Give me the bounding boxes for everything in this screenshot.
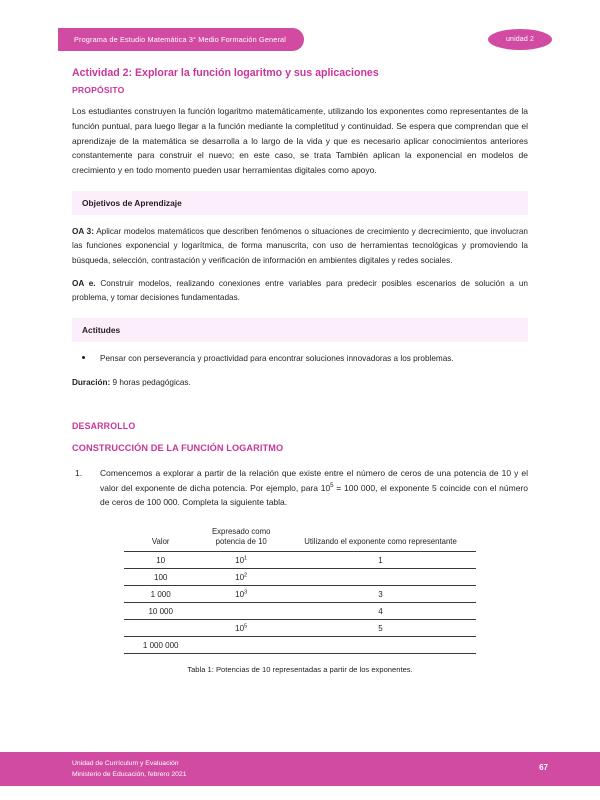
- actitud-text: Pensar con perseverancia y proactividad para encontrar soluciones innovadoras a los problemas.: [100, 353, 454, 363]
- table-header-potencia-line1: Expresado como: [211, 527, 271, 537]
- footer-text: [72, 759, 186, 780]
- page-footer: [0, 752, 600, 786]
- objetivo-item: [72, 225, 528, 267]
- cell-potencia-base: 10: [235, 589, 245, 599]
- header-banner: [58, 28, 304, 51]
- table-body: [124, 552, 476, 654]
- objetivo-code: OA e.: [72, 278, 96, 288]
- cell-representante: 4: [285, 603, 476, 620]
- cell-potencia-exp: 2: [244, 572, 248, 579]
- objetivo-text: Construir modelos, realizando conexiones entre variables para predecir posibles escenarios de solución a un problema, y tomar decisiones fundamentadas.: [72, 278, 528, 302]
- footer-line-2: Ministerio de Educación, febrero 2021: [72, 770, 187, 778]
- cell-potencia-base: 10: [235, 555, 245, 565]
- cell-potencia: [197, 620, 285, 637]
- cell-valor: 10: [124, 552, 197, 569]
- cell-valor: 100: [124, 569, 197, 586]
- cell-potencia: [197, 586, 285, 603]
- actitudes-list: [72, 352, 528, 366]
- content-column: [72, 66, 528, 674]
- table-row: [124, 552, 476, 569]
- cell-potencia[interactable]: [197, 637, 285, 654]
- objetivo-item: [72, 277, 528, 305]
- cell-valor[interactable]: [124, 620, 197, 637]
- actitud-item: [72, 352, 528, 366]
- cell-potencia-exp: 3: [244, 589, 248, 596]
- bullet-icon: [82, 356, 85, 359]
- step-exponent: 5: [330, 481, 334, 489]
- footer-line-1: Unidad de Currículum y Evaluación: [72, 760, 179, 767]
- table-caption: Tabla 1: Potencias de 10 representadas a partir de los exponentes.: [187, 665, 413, 675]
- cell-representante: 5: [285, 620, 476, 637]
- cell-representante[interactable]: 1: [285, 552, 476, 569]
- proposito-paragraph: Los estudiantes construyen la función logaritmo matemáticamente, utilizando los exponentes como representantes de la función puntual, para luego llegar a la función mediante la completitud y continuidad. Se espera que comprendan que el aprendizaje de la matemática se desarrolla a lo largo de la vida y que es necesario aplicar conocimientos anteriores constantemente para construir el nuevo; en este caso, se trata También aplican la exponencial en modelos de crecimiento y en todo momento pueden usar herramientas digitales como apoyo.: [72, 106, 528, 175]
- proposito-label: PROPÓSITO: [72, 85, 125, 96]
- table-row: [124, 586, 476, 603]
- actitudes-band-title: Actitudes: [82, 324, 121, 335]
- cell-potencia-exp: 5: [244, 623, 248, 630]
- cell-representante[interactable]: [285, 569, 476, 586]
- cell-potencia[interactable]: [197, 603, 285, 620]
- header-banner-text: Programa de Estudio Matemática 3° Medio Formación General: [74, 35, 286, 44]
- unit-badge: [488, 29, 552, 50]
- cell-valor: 1 000: [124, 586, 197, 603]
- cell-representante[interactable]: [285, 637, 476, 654]
- duracion-label: Duración:: [72, 377, 111, 387]
- actitudes-band: [72, 318, 528, 342]
- cell-valor: 1 000 000: [124, 637, 197, 654]
- cell-valor: 10 000: [124, 603, 197, 620]
- table-header-exponente: Utilizando el exponente como representante: [304, 537, 457, 547]
- table-row: [124, 603, 476, 620]
- unit-badge-text: unidad 2: [506, 36, 534, 43]
- table-container: [72, 526, 528, 654]
- step-text-part1: Comencemos a explorar a partir de la relación que existe entre el número de ceros de una potencia de 10 y el valor del exponente de dicha potencia. Por ejemplo, para 10: [100, 467, 528, 493]
- duracion-value: 9 horas pedagógicas.: [110, 377, 191, 387]
- objetivo-text: Aplicar modelos matemáticos que describen fenómenos o situaciones de crecimiento y decrecimiento, que involucran las funciones exponencial y logarítmica, de forma manuscrita, con uso de herramientas tecnológicas y promoviendo la búsqueda, selección, contrastación y verificación de información en ambientes digitales y redes sociales.: [72, 227, 528, 265]
- cell-representante[interactable]: 3: [285, 586, 476, 603]
- potencias-table: [124, 526, 476, 654]
- table-row: [124, 620, 476, 637]
- table-header-row: [124, 526, 476, 552]
- table-header-potencia: [197, 526, 285, 552]
- page-header: [0, 28, 600, 52]
- objetivos-list: [72, 225, 528, 305]
- step-number: 1.: [75, 467, 83, 478]
- table-header-potencia-line2: potencia de 10: [215, 537, 267, 547]
- desarrollo-label: DESARROLLO: [72, 420, 136, 431]
- cell-potencia: [197, 569, 285, 586]
- objetivos-band: [72, 191, 528, 215]
- table-row: [124, 637, 476, 654]
- cell-potencia-base: 10: [235, 572, 245, 582]
- cell-potencia-base: 10: [235, 623, 245, 633]
- table-row: [124, 569, 476, 586]
- objetivos-band-title: Objetivos de Aprendizaje: [82, 198, 182, 209]
- page-number: 67: [539, 763, 548, 772]
- section-heading-construccion: CONSTRUCCIÓN DE LA FUNCIÓN LOGARITMO: [72, 442, 284, 453]
- cell-potencia-exp: 1: [244, 555, 248, 562]
- duracion-line: [72, 378, 528, 387]
- step-item-1: [72, 466, 528, 510]
- cell-potencia: [197, 552, 285, 569]
- activity-title: Actividad 2: Explorar la función logaritmo y sus aplicaciones: [72, 67, 379, 79]
- objetivo-code: OA 3:: [72, 227, 94, 237]
- table-head: [124, 526, 476, 552]
- step-text-part2: = 100 000, el exponente 5 coincide con el número de ceros de 100 000. Completa la siguiente tabla.: [100, 482, 528, 508]
- table-header-valor: Valor: [151, 537, 170, 547]
